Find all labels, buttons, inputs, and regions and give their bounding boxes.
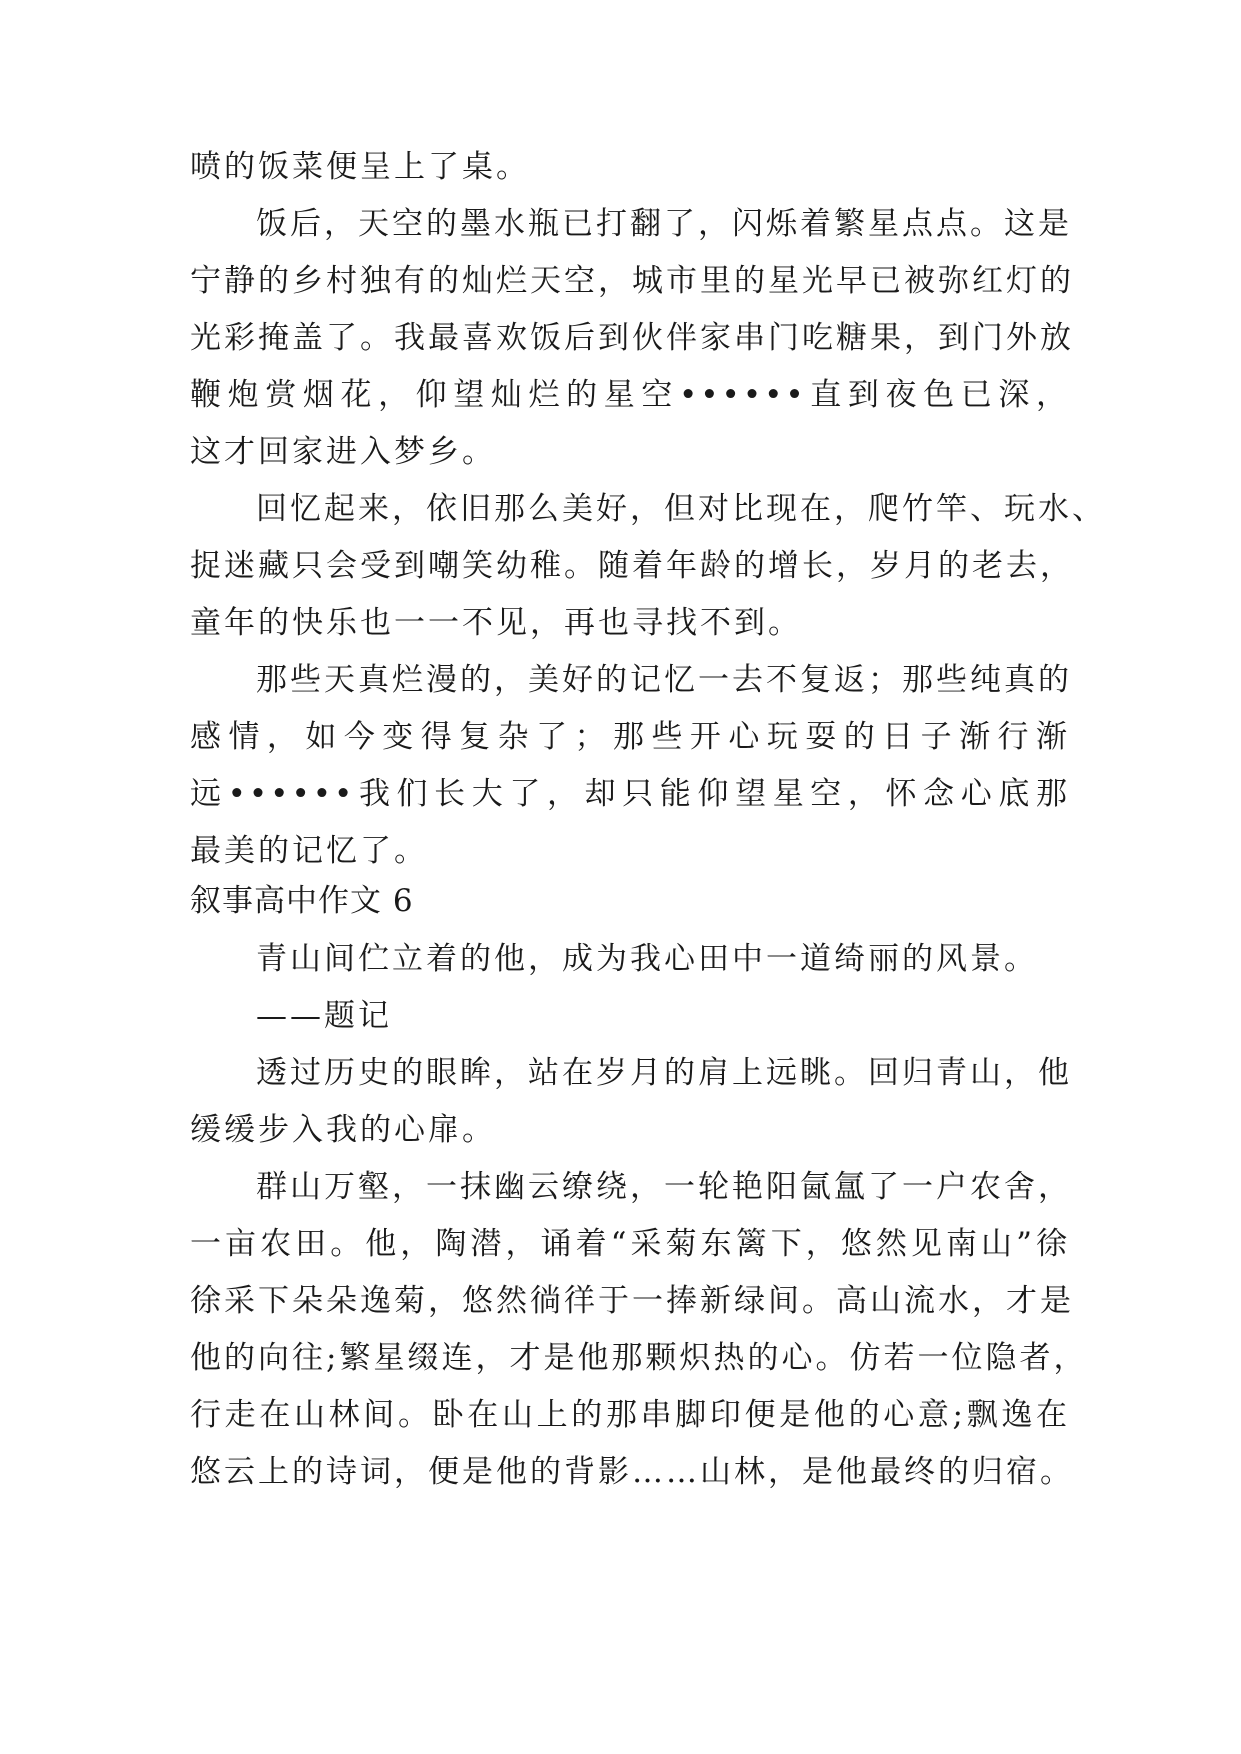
epigraph: 青山间伫立着的他，成为我心田中一道绮丽的风景。 <box>256 941 1038 977</box>
text-line: 回忆起来，依旧那么美好，但对比现在，爬竹竿、玩水、 <box>256 491 1106 527</box>
section-heading: 叙事高中作文 6 <box>190 883 414 919</box>
text-line: 一亩农田。他，陶潜，诵着“采菊东篱下，悠然见南山”徐 <box>190 1226 1070 1262</box>
epigraph-attribution: ——题记 <box>256 998 392 1034</box>
text-line: 鞭炮赏烟花，仰望灿烂的星空••••••直到夜色已深， <box>190 377 1070 413</box>
text-line: 这才回家进入梦乡。 <box>190 434 496 470</box>
text-line: 童年的快乐也一一不见，再也寻找不到。 <box>190 605 802 641</box>
text-line: 行走在山林间。卧在山上的那串脚印便是他的心意;飘逸在 <box>190 1397 1070 1433</box>
text-line: 捉迷藏只会受到嘲笑幼稚。随着年龄的增长，岁月的老去， <box>190 548 1074 584</box>
text-line: 群山万壑，一抹幽云缭绕，一轮艳阳氤氲了一户农舍， <box>256 1169 1072 1205</box>
text-line: 他的向往;繁星缀连，才是他那颗炽热的心。仿若一位隐者， <box>190 1340 1088 1376</box>
text-line: 缓缓步入我的心扉。 <box>190 1112 496 1148</box>
text-line: 远••••••我们长大了，却只能仰望星空，怀念心底那 <box>190 776 1070 812</box>
text-line: 悠云上的诗词，便是他的背影……山林，是他最终的归宿。 <box>190 1454 1074 1490</box>
text-line: 饭后，天空的墨水瓶已打翻了，闪烁着繁星点点。这是 <box>256 206 1072 242</box>
text-line: 透过历史的眼眸，站在岁月的肩上远眺。回归青山，他 <box>256 1055 1072 1091</box>
text-line: 宁静的乡村独有的灿烂天空，城市里的星光早已被弥红灯的 <box>190 263 1074 299</box>
text-line: 最美的记忆了。 <box>190 833 428 869</box>
text-line: 喷的饭菜便呈上了桌。 <box>190 149 530 185</box>
text-line: 感情，如今变得复杂了；那些开心玩耍的日子渐行渐 <box>190 719 1070 755</box>
text-line: 徐采下朵朵逸菊，悠然徜徉于一捧新绿间。高山流水，才是 <box>190 1283 1074 1319</box>
text-line: 光彩掩盖了。我最喜欢饭后到伙伴家串门吃糖果，到门外放 <box>190 320 1074 356</box>
text-line: 那些天真烂漫的，美好的记忆一去不复返；那些纯真的 <box>256 662 1072 698</box>
